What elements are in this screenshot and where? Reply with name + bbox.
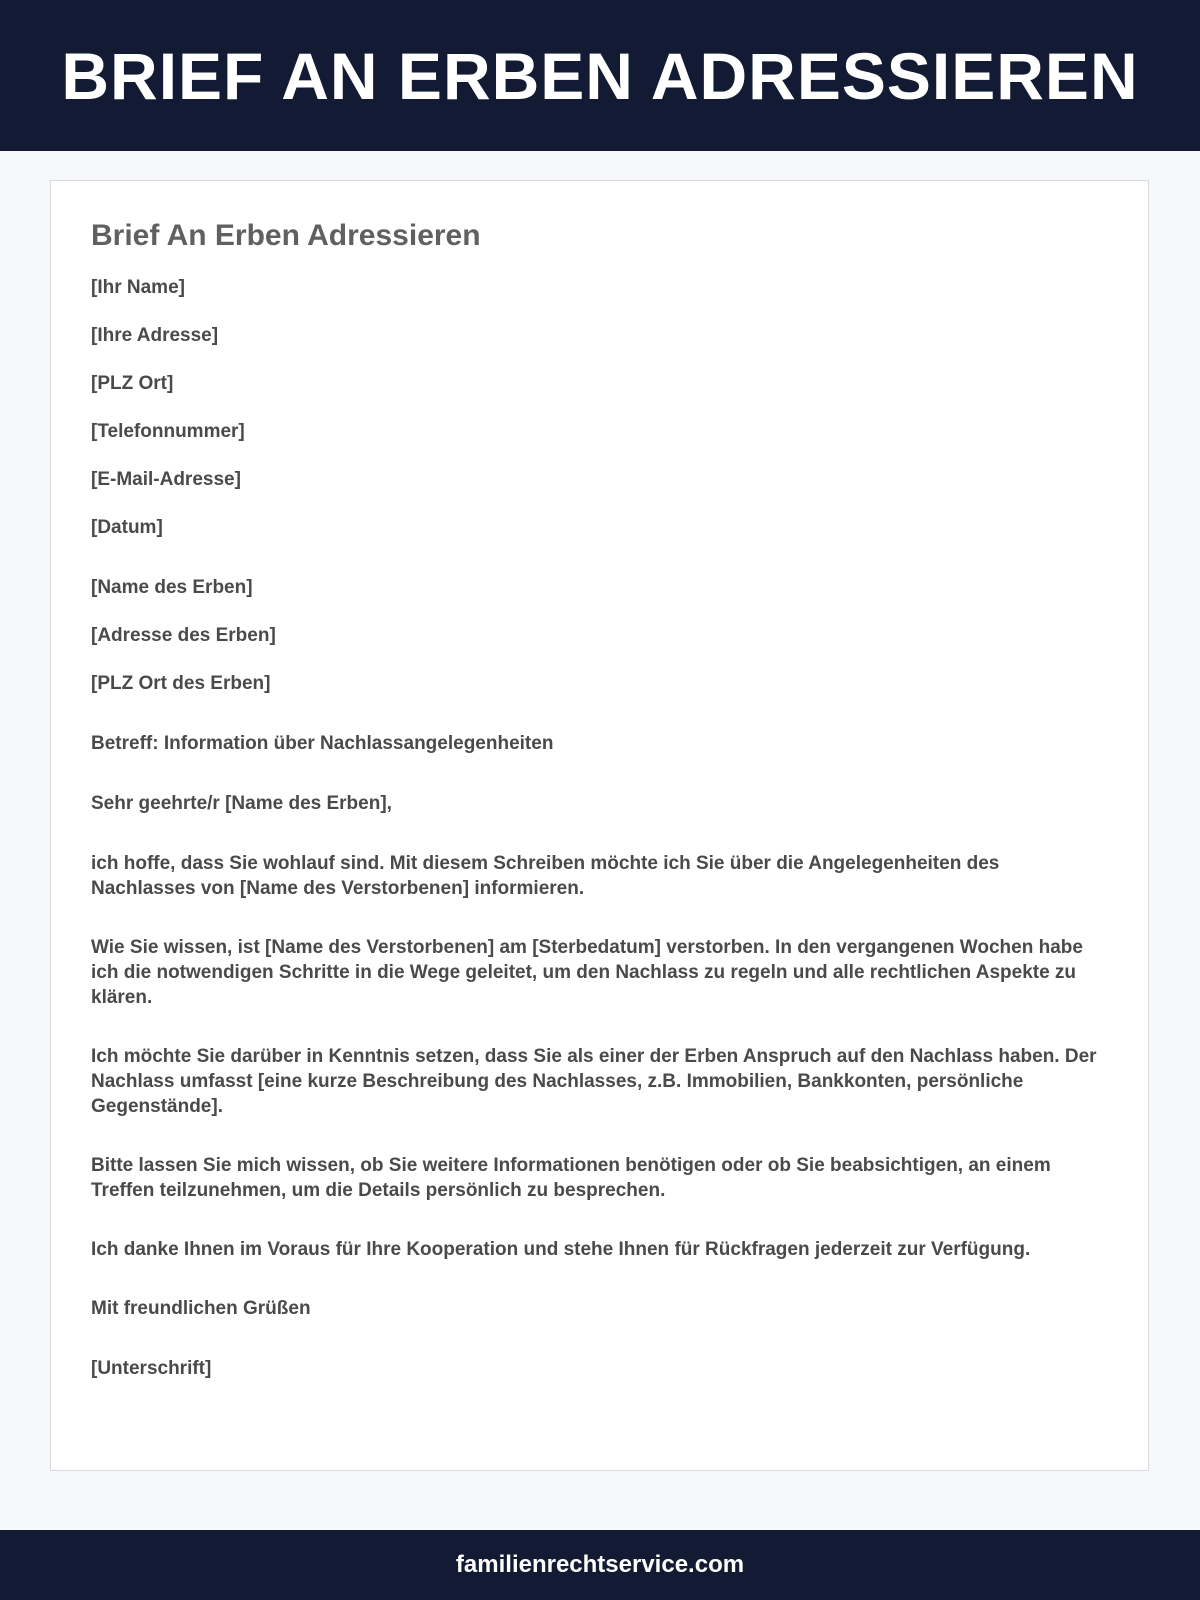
document-title: Brief An Erben Adressieren (91, 219, 481, 252)
footer-banner (0, 1530, 1200, 1600)
footer-site-name: familienrechtservice.com (455, 1551, 745, 1578)
recipient-name: [Name des Erben] (91, 577, 253, 598)
body-paragraph-1: ich hoffe, dass Sie wohlauf sind. Mit diesem Schreiben möchte ich Sie über die Angelegenheiten des Nachlasses von [Name des Verstorbenen] informieren. (91, 853, 1000, 899)
recipient-postal-city: [PLZ Ort des Erben] (91, 673, 271, 694)
header-banner (0, 0, 1200, 151)
closing: Mit freundlichen Grüßen (91, 1298, 311, 1319)
sender-address: [Ihre Adresse] (91, 325, 219, 346)
sender-name: [Ihr Name] (91, 277, 185, 298)
subject-line: Betreff: Information über Nachlassangelegenheiten (91, 733, 554, 754)
sender-phone: [Telefonnummer] (91, 421, 245, 442)
sender-postal-city: [PLZ Ort] (91, 373, 174, 394)
salutation: Sehr geehrte/r [Name des Erben], (91, 793, 392, 814)
body-paragraph-2: Wie Sie wissen, ist [Name des Verstorbenen] am [Sterbedatum] verstorben. In den vergangenen Wochen habe ich die notwendigen Schritte in die Wege geleitet, um den Nachlass zu regeln und alle rechtlichen Aspekte zu klären. (91, 937, 1083, 1008)
body-paragraph-4: Bitte lassen Sie mich wissen, ob Sie weitere Informationen benötigen oder ob Sie beabsichtigen, an einem Treffen teilzunehmen, um die Details persönlich zu besprechen. (91, 1155, 1051, 1201)
signature-placeholder: [Unterschrift] (91, 1358, 212, 1379)
letter-card (50, 180, 1149, 1471)
sender-email: [E-Mail-Adresse] (91, 469, 241, 490)
banner-title: BRIEF AN ERBEN ADRESSIEREN (61, 38, 1139, 113)
letter-date: [Datum] (91, 517, 163, 538)
recipient-address: [Adresse des Erben] (91, 625, 276, 646)
body-paragraph-5: Ich danke Ihnen im Voraus für Ihre Kooperation und stehe Ihnen für Rückfragen jederzeit zur Verfügung. (91, 1239, 1031, 1260)
body-paragraph-3: Ich möchte Sie darüber in Kenntnis setzen, dass Sie als einer der Erben Anspruch auf den Nachlass haben. Der Nachlass umfasst [eine kurze Beschreibung des Nachlasses, z.B. Immobilien, Bankkonten, persönliche Gegenstände]. (91, 1046, 1097, 1117)
